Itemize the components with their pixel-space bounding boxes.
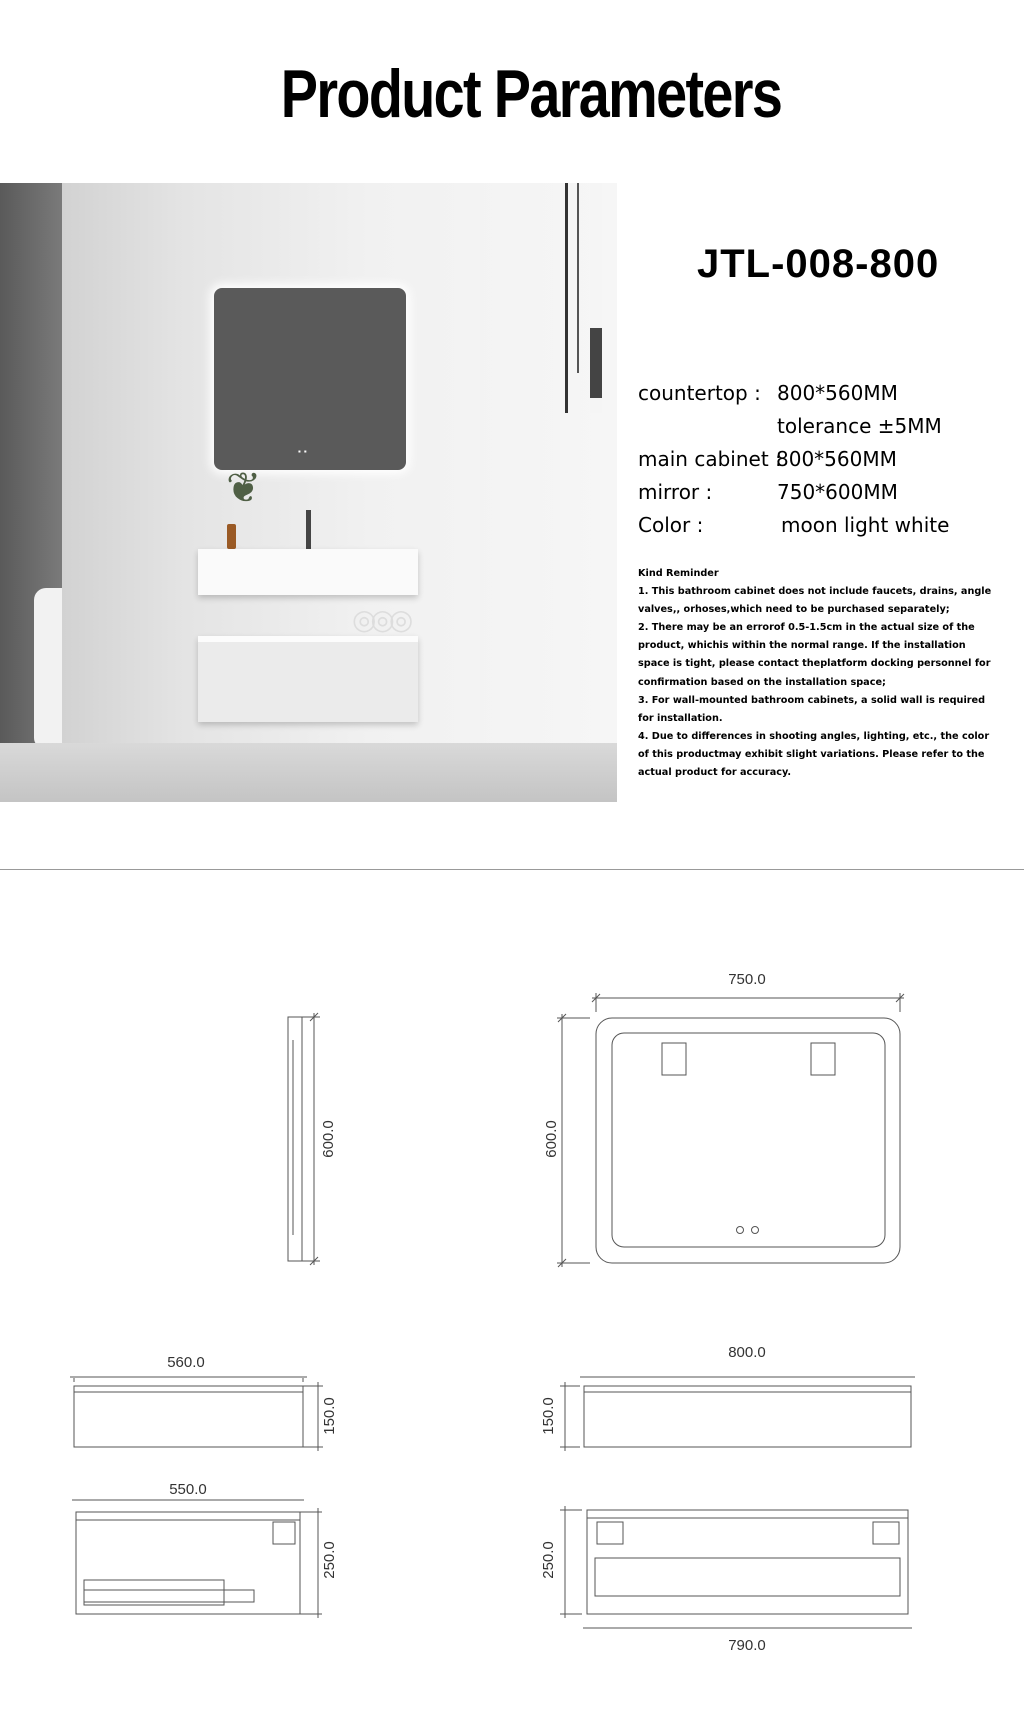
dim-cabinet-side-width: 550.0 <box>169 1481 207 1498</box>
dim-counter-front-width: 800.0 <box>728 1344 766 1361</box>
mirror-front-view <box>557 993 904 1267</box>
dim-cabinet-side-height: 250.0 <box>321 1541 338 1579</box>
spec-value: 800*560MM <box>777 381 898 405</box>
spec-value: tolerance ±5MM <box>777 414 942 438</box>
countertop-front-view <box>560 1377 915 1451</box>
reminder-item: 1. This bathroom cabinet does not include faucets, drains, angle valves,, orhoses,which need to be purchased separately; <box>638 586 992 616</box>
dim-counter-side-width: 560.0 <box>167 1354 205 1371</box>
dim-cabinet-front-width: 790.0 <box>728 1637 766 1654</box>
spec-label: main cabinet : <box>638 447 782 471</box>
photo-plant-icon: ❦ <box>226 464 262 511</box>
spec-value: 800*560MM <box>776 447 897 471</box>
reminder-heading: Kind Reminder <box>638 568 719 579</box>
model-number: JTL-008-800 <box>697 242 940 286</box>
cabinet-front-view <box>560 1506 912 1628</box>
countertop-side-view <box>70 1377 323 1451</box>
mirror-touch-icons: ▪▪ <box>298 447 310 456</box>
mirror-side-view <box>288 1013 320 1265</box>
cabinet-side-view <box>72 1500 322 1618</box>
reminder-item: 3. For wall-mounted bathroom cabinets, a solid wall is required for installation. <box>638 694 986 724</box>
reminder-item: 2. There may be an errorof 0.5-1.5cm in the actual size of the product, whichis within the normal range. If the installation space is tight, please contact theplatform docking personnel for confirmation based on the installation space; <box>638 622 991 688</box>
dim-counter-front-height: 150.0 <box>540 1397 557 1435</box>
dim-counter-side-height: 150.0 <box>321 1397 338 1435</box>
spec-label: mirror : <box>638 480 713 504</box>
spec-label: Color : <box>638 513 704 537</box>
spec-value: moon light white <box>781 513 950 537</box>
dim-mirror-height: 600.0 <box>543 1120 560 1158</box>
dim-mirror-width: 750.0 <box>728 971 766 988</box>
dim-mirror-side-height: 600.0 <box>320 1120 337 1158</box>
page-title: Product Parameters <box>280 56 782 132</box>
reminder-item: 4. Due to differences in shooting angles, lighting, etc., the color of this productmay exhibit slight variations. Please refer to the actual product for accuracy. <box>638 730 990 779</box>
photo-towels-icon: ◎◎◎ <box>352 604 408 635</box>
spec-label: countertop : <box>638 381 761 405</box>
dim-cabinet-front-height: 250.0 <box>540 1541 557 1579</box>
spec-value: 750*600MM <box>777 480 898 504</box>
